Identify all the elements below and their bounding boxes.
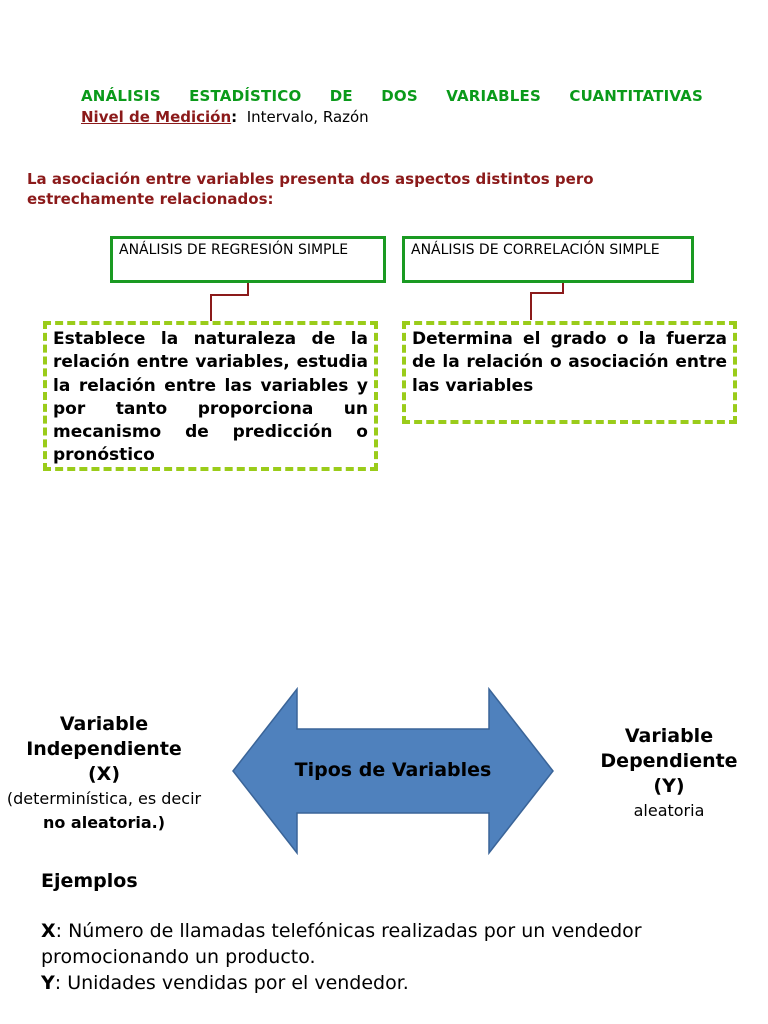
variable-independiente [6, 712, 202, 835]
ejemplos-list [41, 918, 741, 996]
regresion-description: Establece la naturaleza de la relación entre variables, estudia la relación entre las variables y por tanto proporciona un mecanismo de predicción o pronóstico [53, 329, 368, 466]
nivel-colon: : [231, 108, 238, 126]
association-text: La asociación entre variables presenta dos aspectos distintos pero estrechamente relacionados: [27, 170, 594, 208]
ejemplos-heading: Ejemplos [41, 870, 138, 892]
indep-line3: (X) [87, 763, 121, 785]
nivel-value: Intervalo, Razón [246, 108, 369, 126]
correlacion-description: Determina el grado o la fuerza de la relación o asociación entre las variables [412, 329, 727, 396]
example-y-text: : Unidades vendidas por el vendedor. [54, 972, 409, 994]
example-x [41, 918, 741, 970]
dep-detail: aleatoria [633, 801, 705, 820]
dep-line2: Dependiente [600, 750, 738, 772]
example-x-label: X [41, 920, 56, 942]
example-x-text: : Número de llamadas telefónicas realizadas por un vendedor promocionando un producto. [41, 920, 642, 968]
regresion-description-box [43, 321, 378, 471]
indep-detail [6, 787, 202, 835]
indep-line1: Variable [59, 713, 149, 735]
indep-detail-bold: no aleatoria.) [42, 813, 166, 832]
correlacion-title: ANÁLISIS DE CORRELACIÓN SIMPLE [411, 242, 660, 258]
connector-regresion [211, 281, 248, 323]
dep-line1: Variable [624, 725, 714, 747]
regresion-title: ANÁLISIS DE REGRESIÓN SIMPLE [119, 242, 349, 258]
variable-dependiente [584, 724, 754, 823]
example-y [41, 970, 741, 996]
indep-detail-text: (determinística, es decir [6, 789, 202, 808]
correlacion-title-box [402, 236, 694, 283]
example-y-label: Y [41, 972, 55, 994]
arrow-label: Tipos de Variables [294, 759, 492, 781]
regresion-title-box [110, 236, 386, 283]
connector-correlacion [531, 281, 563, 320]
indep-line2: Independiente [26, 738, 182, 760]
page-title: ANÁLISIS ESTADÍSTICO DE DOS VARIABLES CUANTITATIVAS [81, 87, 703, 105]
dep-line3: (Y) [653, 775, 685, 797]
nivel-medicion [81, 108, 369, 126]
correlacion-description-box [402, 321, 737, 424]
nivel-label: Nivel de Medición [81, 108, 232, 126]
